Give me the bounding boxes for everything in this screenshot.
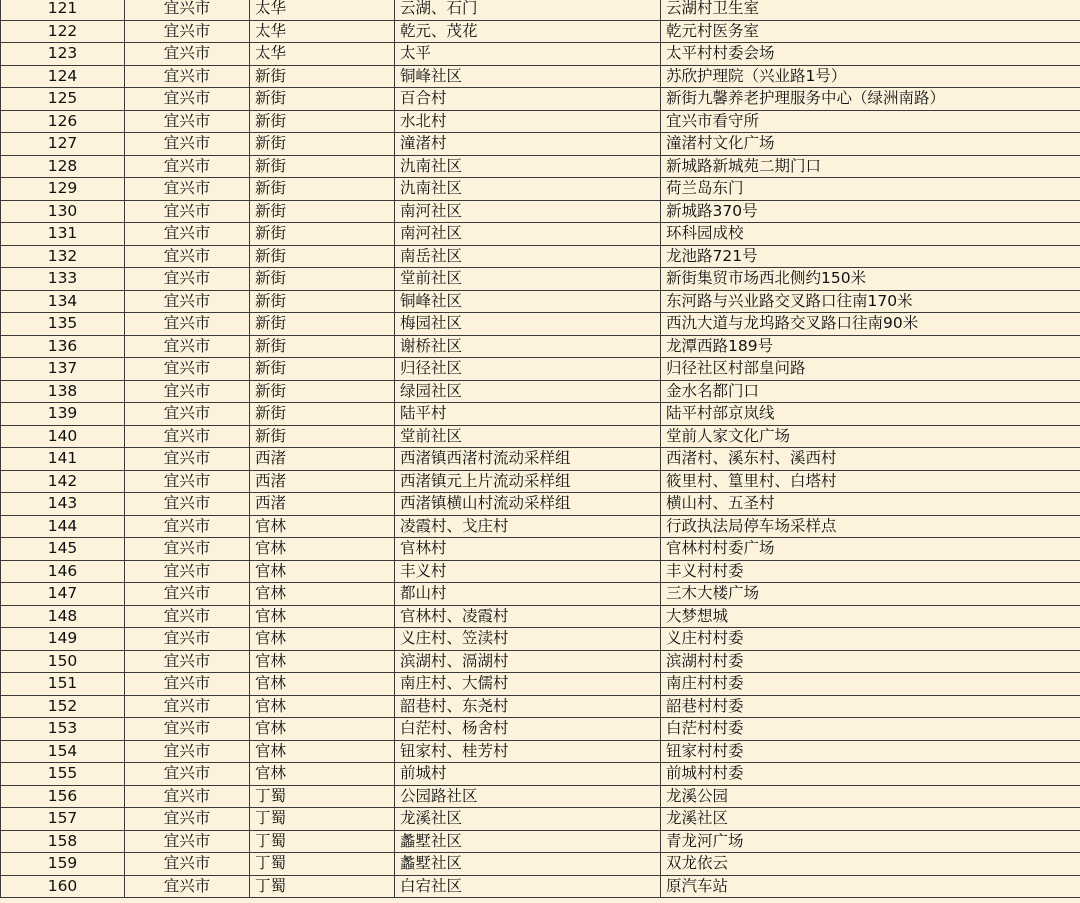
cell-number: 129: [1, 178, 125, 201]
cell-site: 苏欣护理院（兴业路1号）: [661, 65, 1080, 88]
cell-site: 行政执法局停车场采样点: [661, 515, 1080, 538]
cell-town: 官林: [250, 515, 395, 538]
cell-site: 龙潭西路189号: [661, 335, 1080, 358]
cell-city: 宜兴市: [125, 178, 250, 201]
cell-number: 131: [1, 223, 125, 246]
cell-site: 归径社区村部皇问路: [661, 358, 1080, 381]
table-row: [1, 718, 1080, 741]
cell-area: 归径社区: [395, 358, 661, 381]
cell-number: 147: [1, 583, 125, 606]
cell-number: 146: [1, 560, 125, 583]
cell-city: 宜兴市: [125, 290, 250, 313]
cell-area: 滨湖村、滆湖村: [395, 650, 661, 673]
cell-town: 官林: [250, 538, 395, 561]
cell-site: 大梦想城: [661, 605, 1080, 628]
cell-city: 宜兴市: [125, 605, 250, 628]
table-row: [1, 223, 1080, 246]
table-row: [1, 290, 1080, 313]
cell-site: 西氿大道与龙坞路交叉路口往南90米: [661, 313, 1080, 336]
cell-city: 宜兴市: [125, 830, 250, 853]
cell-number: 136: [1, 335, 125, 358]
table-row: [1, 448, 1080, 471]
table-row: [1, 470, 1080, 493]
table-row: [1, 155, 1080, 178]
cell-site: 西渚村、溪东村、溪西村: [661, 448, 1080, 471]
cell-area: 官林村: [395, 538, 661, 561]
cell-town: 新街: [250, 178, 395, 201]
cell-area: 西渚镇元上片流动采样组: [395, 470, 661, 493]
cell-town: 新街: [250, 110, 395, 133]
cell-city: 宜兴市: [125, 0, 250, 20]
cell-site: 龙溪公园: [661, 785, 1080, 808]
cell-city: 宜兴市: [125, 515, 250, 538]
cell-town: 丁蜀: [250, 875, 395, 898]
cell-number: 127: [1, 133, 125, 156]
cell-site: 原汽车站: [661, 875, 1080, 898]
cell-town: 新街: [250, 155, 395, 178]
cell-site: 新城路新城苑二期门口: [661, 155, 1080, 178]
table-row: [1, 88, 1080, 111]
cell-town: 官林: [250, 695, 395, 718]
cell-area: 南岳社区: [395, 245, 661, 268]
cell-area: 龙溪社区: [395, 808, 661, 831]
cell-number: 148: [1, 605, 125, 628]
table-row: [1, 695, 1080, 718]
cell-site: 太平村村委会场: [661, 43, 1080, 66]
cell-city: 宜兴市: [125, 650, 250, 673]
cell-area: 白宕社区: [395, 875, 661, 898]
cell-town: 官林: [250, 740, 395, 763]
cell-city: 宜兴市: [125, 358, 250, 381]
table-row: [1, 763, 1080, 786]
cell-number: 157: [1, 808, 125, 831]
cell-city: 宜兴市: [125, 223, 250, 246]
cell-site: 义庄村村委: [661, 628, 1080, 651]
cell-site: 金水名都门口: [661, 380, 1080, 403]
cell-site: 新城路370号: [661, 200, 1080, 223]
cell-site: 堂前人家文化广场: [661, 425, 1080, 448]
cell-number: 125: [1, 88, 125, 111]
cell-site: 钮家村村委: [661, 740, 1080, 763]
cell-site: 丰义村村委: [661, 560, 1080, 583]
cell-area: 氿南社区: [395, 155, 661, 178]
cell-town: 新街: [250, 380, 395, 403]
cell-town: 新街: [250, 335, 395, 358]
cell-site: 双龙依云: [661, 853, 1080, 876]
cell-town: 新街: [250, 245, 395, 268]
cell-town: 新街: [250, 88, 395, 111]
cell-site: 南庄村村委: [661, 673, 1080, 696]
cell-town: 官林: [250, 583, 395, 606]
table-row: [1, 20, 1080, 43]
cell-town: 西渚: [250, 448, 395, 471]
cell-area: 云湖、石门: [395, 0, 661, 20]
cell-city: 宜兴市: [125, 695, 250, 718]
table-row: [1, 493, 1080, 516]
cell-site: 陆平村部京岚线: [661, 403, 1080, 426]
table-row: [1, 110, 1080, 133]
cell-site: 龙溪社区: [661, 808, 1080, 831]
cell-city: 宜兴市: [125, 448, 250, 471]
cell-city: 宜兴市: [125, 628, 250, 651]
cell-town: 官林: [250, 605, 395, 628]
cell-city: 宜兴市: [125, 133, 250, 156]
cell-number: 145: [1, 538, 125, 561]
cell-area: 韶巷村、东尧村: [395, 695, 661, 718]
cell-number: 130: [1, 200, 125, 223]
cell-city: 宜兴市: [125, 560, 250, 583]
cell-town: 新街: [250, 403, 395, 426]
cell-number: 160: [1, 875, 125, 898]
cell-number: 153: [1, 718, 125, 741]
cell-area: 堂前社区: [395, 425, 661, 448]
cell-city: 宜兴市: [125, 808, 250, 831]
cell-number: 154: [1, 740, 125, 763]
cell-site: 韶巷村村委: [661, 695, 1080, 718]
cell-area: 谢桥社区: [395, 335, 661, 358]
cell-site: 白茫村村委: [661, 718, 1080, 741]
cell-town: 新街: [250, 133, 395, 156]
cell-city: 宜兴市: [125, 425, 250, 448]
cell-city: 宜兴市: [125, 853, 250, 876]
cell-city: 宜兴市: [125, 538, 250, 561]
cell-area: 氿南社区: [395, 178, 661, 201]
cell-number: 124: [1, 65, 125, 88]
cell-number: 126: [1, 110, 125, 133]
cell-site: 三木大楼广场: [661, 583, 1080, 606]
cell-town: 丁蜀: [250, 830, 395, 853]
cell-number: 140: [1, 425, 125, 448]
cell-town: 太华: [250, 43, 395, 66]
table-row: [1, 673, 1080, 696]
cell-area: 堂前社区: [395, 268, 661, 291]
table-row: [1, 515, 1080, 538]
cell-site: 前城村村委: [661, 763, 1080, 786]
table-row: [1, 380, 1080, 403]
cell-number: 132: [1, 245, 125, 268]
table-row: [1, 245, 1080, 268]
cell-city: 宜兴市: [125, 200, 250, 223]
cell-number: 135: [1, 313, 125, 336]
table-row: [1, 605, 1080, 628]
cell-area: 官林村、凌霞村: [395, 605, 661, 628]
table-row: [1, 43, 1080, 66]
cell-town: 官林: [250, 628, 395, 651]
cell-town: 西渚: [250, 493, 395, 516]
cell-town: 新街: [250, 313, 395, 336]
cell-city: 宜兴市: [125, 380, 250, 403]
cell-area: 凌霞村、戈庄村: [395, 515, 661, 538]
cell-number: 152: [1, 695, 125, 718]
cell-town: 新街: [250, 200, 395, 223]
cell-city: 宜兴市: [125, 470, 250, 493]
cell-area: 潼渚村: [395, 133, 661, 156]
cell-area: 太平: [395, 43, 661, 66]
cell-area: 梅园社区: [395, 313, 661, 336]
cell-town: 丁蜀: [250, 785, 395, 808]
cell-city: 宜兴市: [125, 740, 250, 763]
table-row: [1, 403, 1080, 426]
cell-number: 122: [1, 20, 125, 43]
cell-site: 新街九馨养老护理服务中心（绿洲南路）: [661, 88, 1080, 111]
cell-city: 宜兴市: [125, 110, 250, 133]
table-row: [1, 65, 1080, 88]
cell-site: 潼渚村文化广场: [661, 133, 1080, 156]
cell-area: 前城村: [395, 763, 661, 786]
table-row: [1, 358, 1080, 381]
cell-number: 143: [1, 493, 125, 516]
cell-town: 官林: [250, 673, 395, 696]
cell-city: 宜兴市: [125, 403, 250, 426]
cell-site: 环科园成校: [661, 223, 1080, 246]
cell-number: 149: [1, 628, 125, 651]
cell-area: 铜峰社区: [395, 290, 661, 313]
cell-site: 官林村村委广场: [661, 538, 1080, 561]
cell-town: 丁蜀: [250, 808, 395, 831]
table-row: [1, 583, 1080, 606]
table-row: [1, 133, 1080, 156]
table-row: [1, 200, 1080, 223]
cell-site: 滨湖村村委: [661, 650, 1080, 673]
cell-city: 宜兴市: [125, 65, 250, 88]
cell-site: 荷兰岛东门: [661, 178, 1080, 201]
cell-site: 青龙河广场: [661, 830, 1080, 853]
cell-town: 太华: [250, 0, 395, 20]
cell-area: 白茫村、杨舍村: [395, 718, 661, 741]
table-row: [1, 0, 1080, 20]
cell-area: 南河社区: [395, 223, 661, 246]
cell-city: 宜兴市: [125, 718, 250, 741]
table-row: [1, 335, 1080, 358]
cell-town: 太华: [250, 20, 395, 43]
cell-area: 蠡墅社区: [395, 853, 661, 876]
table-row: [1, 875, 1080, 898]
table-row: [1, 808, 1080, 831]
table-row: [1, 560, 1080, 583]
cell-number: 156: [1, 785, 125, 808]
table-row: [1, 830, 1080, 853]
cell-site: 横山村、五圣村: [661, 493, 1080, 516]
cell-town: 新街: [250, 268, 395, 291]
cell-town: 官林: [250, 718, 395, 741]
cell-town: 官林: [250, 763, 395, 786]
cell-site: 云湖村卫生室: [661, 0, 1080, 20]
cell-city: 宜兴市: [125, 493, 250, 516]
cell-city: 宜兴市: [125, 763, 250, 786]
cell-number: 121: [1, 0, 125, 20]
table-row: [1, 178, 1080, 201]
cell-number: 138: [1, 380, 125, 403]
table-row: [1, 628, 1080, 651]
cell-number: 150: [1, 650, 125, 673]
cell-town: 新街: [250, 290, 395, 313]
cell-city: 宜兴市: [125, 875, 250, 898]
cell-town: 西渚: [250, 470, 395, 493]
cell-site: 龙池路721号: [661, 245, 1080, 268]
cell-number: 134: [1, 290, 125, 313]
cell-area: 铜峰社区: [395, 65, 661, 88]
cell-city: 宜兴市: [125, 20, 250, 43]
cell-number: 151: [1, 673, 125, 696]
cell-city: 宜兴市: [125, 268, 250, 291]
cell-number: 144: [1, 515, 125, 538]
cell-area: 公园路社区: [395, 785, 661, 808]
cell-area: 水北村: [395, 110, 661, 133]
cell-city: 宜兴市: [125, 313, 250, 336]
cell-number: 142: [1, 470, 125, 493]
cell-number: 159: [1, 853, 125, 876]
table-row: [1, 425, 1080, 448]
cell-city: 宜兴市: [125, 43, 250, 66]
cell-town: 新街: [250, 65, 395, 88]
table-row: [1, 538, 1080, 561]
table-row: [1, 853, 1080, 876]
cell-number: 155: [1, 763, 125, 786]
cell-area: 西渚镇西渚村流动采样组: [395, 448, 661, 471]
cell-town: 丁蜀: [250, 853, 395, 876]
cell-number: 133: [1, 268, 125, 291]
cell-area: 西渚镇横山村流动采样组: [395, 493, 661, 516]
cell-city: 宜兴市: [125, 673, 250, 696]
cell-number: 158: [1, 830, 125, 853]
cell-city: 宜兴市: [125, 335, 250, 358]
table-row: [1, 313, 1080, 336]
cell-town: 新街: [250, 425, 395, 448]
cell-city: 宜兴市: [125, 785, 250, 808]
cell-number: 123: [1, 43, 125, 66]
cell-area: 蠡墅社区: [395, 830, 661, 853]
cell-site: 东河路与兴业路交叉路口往南170米: [661, 290, 1080, 313]
cell-city: 宜兴市: [125, 88, 250, 111]
cell-town: 官林: [250, 650, 395, 673]
cell-number: 128: [1, 155, 125, 178]
cell-area: 南庄村、大儒村: [395, 673, 661, 696]
table-body: [1, 0, 1080, 898]
cell-town: 新街: [250, 223, 395, 246]
cell-city: 宜兴市: [125, 245, 250, 268]
cell-city: 宜兴市: [125, 155, 250, 178]
cell-town: 新街: [250, 358, 395, 381]
cell-area: 丰义村: [395, 560, 661, 583]
cell-area: 陆平村: [395, 403, 661, 426]
cell-area: 南河社区: [395, 200, 661, 223]
cell-area: 义庄村、笠渎村: [395, 628, 661, 651]
cell-number: 141: [1, 448, 125, 471]
cell-city: 宜兴市: [125, 583, 250, 606]
cell-number: 139: [1, 403, 125, 426]
cell-site: 乾元村医务室: [661, 20, 1080, 43]
cell-number: 137: [1, 358, 125, 381]
cell-site: 筱里村、篁里村、白塔村: [661, 470, 1080, 493]
table-row: [1, 785, 1080, 808]
table-row: [1, 650, 1080, 673]
cell-area: 绿园社区: [395, 380, 661, 403]
cell-area: 钮家村、桂芳村: [395, 740, 661, 763]
cell-site: 宜兴市看守所: [661, 110, 1080, 133]
table-row: [1, 268, 1080, 291]
cell-area: 百合村: [395, 88, 661, 111]
table-row: [1, 740, 1080, 763]
cell-area: 乾元、茂花: [395, 20, 661, 43]
cell-area: 都山村: [395, 583, 661, 606]
cell-town: 官林: [250, 560, 395, 583]
cell-site: 新街集贸市场西北侧约150米: [661, 268, 1080, 291]
